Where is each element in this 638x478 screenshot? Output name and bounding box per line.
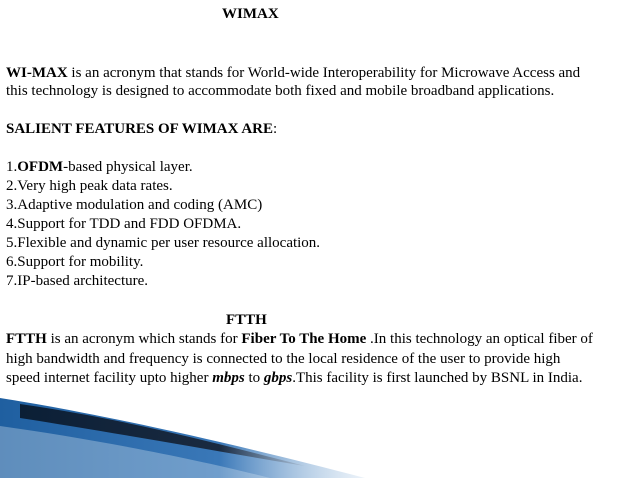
ftth-unit-gbps: gbps bbox=[263, 370, 293, 386]
ftth-term: FTTH bbox=[6, 331, 47, 347]
ftth-title: FTTH bbox=[226, 312, 267, 328]
feature-1-bold: OFDM bbox=[17, 159, 64, 175]
wimax-intro-text: is an acronym that stands for World-wide Interoperability for Microwave Access and bbox=[67, 65, 581, 81]
ftth-line-3-a: speed internet facility upto higher bbox=[6, 370, 213, 386]
feature-item-7: 7.IP-based architecture. bbox=[6, 273, 149, 289]
ftth-line-1-b: .In this technology an optical fiber of bbox=[366, 331, 593, 347]
ftth-line-3-mid: to bbox=[244, 370, 264, 386]
wimax-title: WIMAX bbox=[222, 6, 279, 22]
feature-item-6: 6.Support for mobility. bbox=[6, 254, 144, 270]
feature-item-5: 5.Flexible and dynamic per user resource allocation. bbox=[6, 235, 321, 251]
features-heading-colon: : bbox=[273, 121, 278, 137]
feature-1-prefix: 1. bbox=[6, 159, 18, 175]
ftth-line-2: high bandwidth and frequency is connected to the local residence of the user to provide high bbox=[6, 351, 561, 367]
feature-1-rest: -based physical layer. bbox=[63, 159, 193, 175]
feature-item-3: 3.Adaptive modulation and coding (AMC) bbox=[6, 197, 263, 213]
ftth-line-1-a: is an acronym which stands for bbox=[46, 331, 242, 347]
ftth-expansion: Fiber To The Home bbox=[241, 331, 367, 347]
ftth-unit-mbps: mbps bbox=[212, 370, 245, 386]
features-heading-text: SALIENT FEATURES OF WIMAX ARE bbox=[6, 121, 273, 137]
feature-item-4: 4.Support for TDD and FDD OFDMA. bbox=[6, 216, 242, 232]
ftth-line-3-b: .This facility is first launched by BSNL in India. bbox=[292, 370, 583, 386]
wimax-term: WI-MAX bbox=[6, 65, 68, 81]
feature-item-2: 2.Very high peak data rates. bbox=[6, 178, 173, 194]
wimax-intro-line-2: this technology is designed to accommodate both fixed and mobile broadband applications. bbox=[6, 83, 555, 99]
